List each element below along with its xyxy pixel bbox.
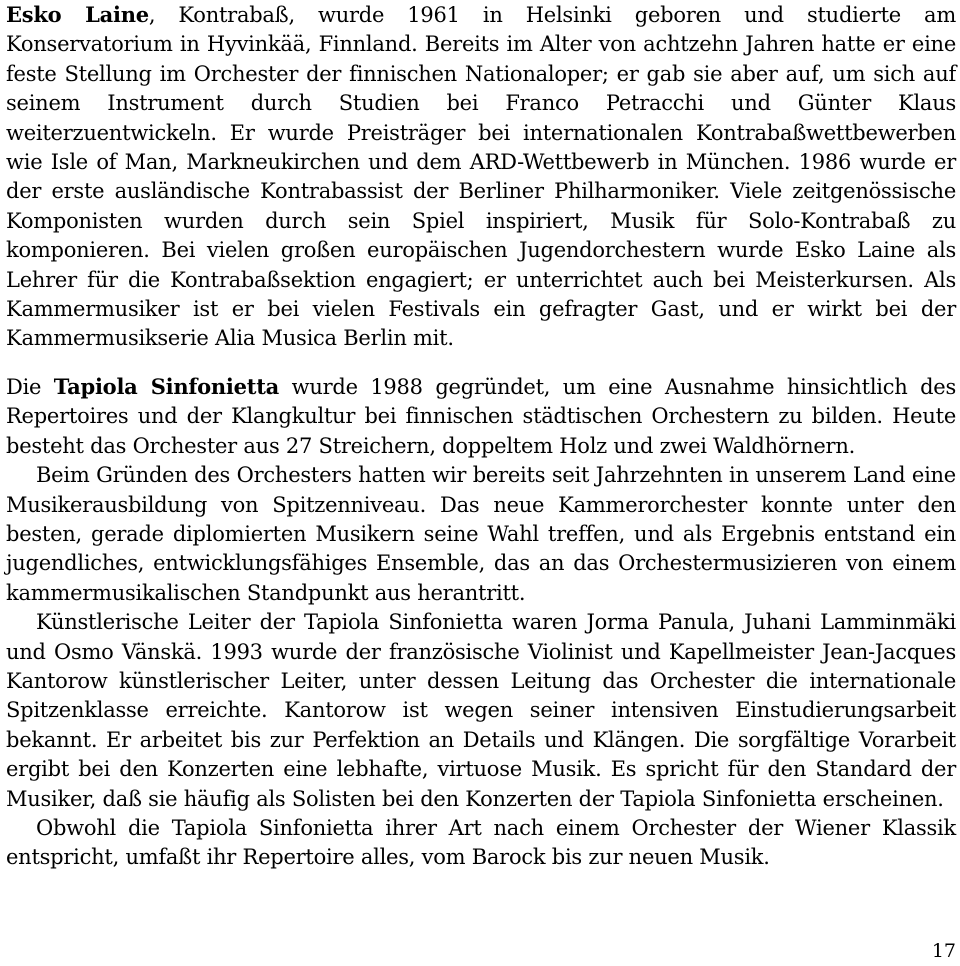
bio-text: , Kontrabaß, wurde 1961 in Helsinki geboren und studierte am Konservatorium in Hyvinkää, Finnland. Bereits im Alter von achtzehn Jahren hatte er eine feste Stellung im Orchester der finnischen Nationaloper; er gab sie aber auf, um sich auf seinem Instrument durch Studien bei Franco Petracchi und Günter Klaus weiterzuentwickeln. Er wurde Preisträger bei internationalen Kontrabaßwettbewerben wie Isle of Man, Markneukirchen und dem ARD-Wettbewerb in München. 1986 wurde er der erste ausländische Kontrabassist der Berliner Philharmoniker. Viele zeitgenössische Komponisten wurden durch sein Spiel inspiriert, Musik für Solo-Kontrabaß zu komponieren. Bei vielen großen europäischen Jugendorchestern wurde Esko Laine als Lehrer für die Kontrabaßsektion engagiert; er unterrichtet auch bei Meisterkursen. Als Kammermusiker ist er bei vielen Festivals ein gefragter Gast, und er wirkt bei der Kammermusikserie Alia Musica Berlin mit. bbox=[6, 3, 956, 351]
ensemble-paragraph-founding: Beim Gründen des Orchesters hatten wir bereits seit Jahrzehnten in unserem Land eine Musikerausbildung von Spitzenniveau. Das neue Kammerorchester konnte unter den besten, gerade diplomierten Musikern seine Wahl treffen, und als Ergebnis entstand ein jugendliches, entwicklungsfähiges Ensemble, das an das Orchestermusizieren von einem kammermusikalischen Standpunkt aus herantritt. bbox=[6, 463, 956, 605]
ensemble-paragraph-repertoire: Obwohl die Tapiola Sinfonietta ihrer Art nach einem Orchester der Wiener Klassik entspricht, umfaßt ihr Repertoire alles, vom Barock bis zur neuen Musik. bbox=[6, 815, 956, 870]
ensemble-paragraph-directors: Künstlerische Leiter der Tapiola Sinfonietta waren Jorma Panula, Juhani Lamminmäki und Osmo Vänskä. 1993 wurde der französische Violinist und Kapellmeister Jean-Jacques Kantorow künstlerischer Leiter, unter dessen Leitung das Orchester die internationale Spitzenklasse erreichte. Kantorow ist wegen seiner intensiven Einstudierungsarbeit bekannt. Er arbeitet bis zur Perfektion an Details und Klängen. Die sorgfältige Vorarbeit ergibt bei den Konzerten eine lebhafte, virtuose Musik. Es spricht für den Standard der Musiker, daß sie häufig als Solisten bei den Konzerten der Tapiola Sinfonietta erscheinen. bbox=[6, 610, 956, 811]
document-page bbox=[6, 0, 956, 873]
bio-paragraph bbox=[6, 0, 956, 354]
ensemble-name: Tapiola Sinfonietta bbox=[53, 373, 280, 399]
ensemble-intro-paragraph bbox=[6, 372, 956, 461]
ensemble-intro-text: wurde 1988 gegründet, um eine Ausnahme hinsichtlich des Repertoires und der Klangkultur bei finnischen städtischen Orchestern zu bilden. Heute besteht das Orchester aus 27 Streichern, doppeltem Holz und zwei Waldhörnern. bbox=[6, 374, 957, 458]
ensemble-intro-prefix: Die bbox=[6, 374, 54, 399]
page-number: 17 bbox=[931, 940, 956, 962]
bio-name: Esko Laine bbox=[6, 2, 149, 27]
